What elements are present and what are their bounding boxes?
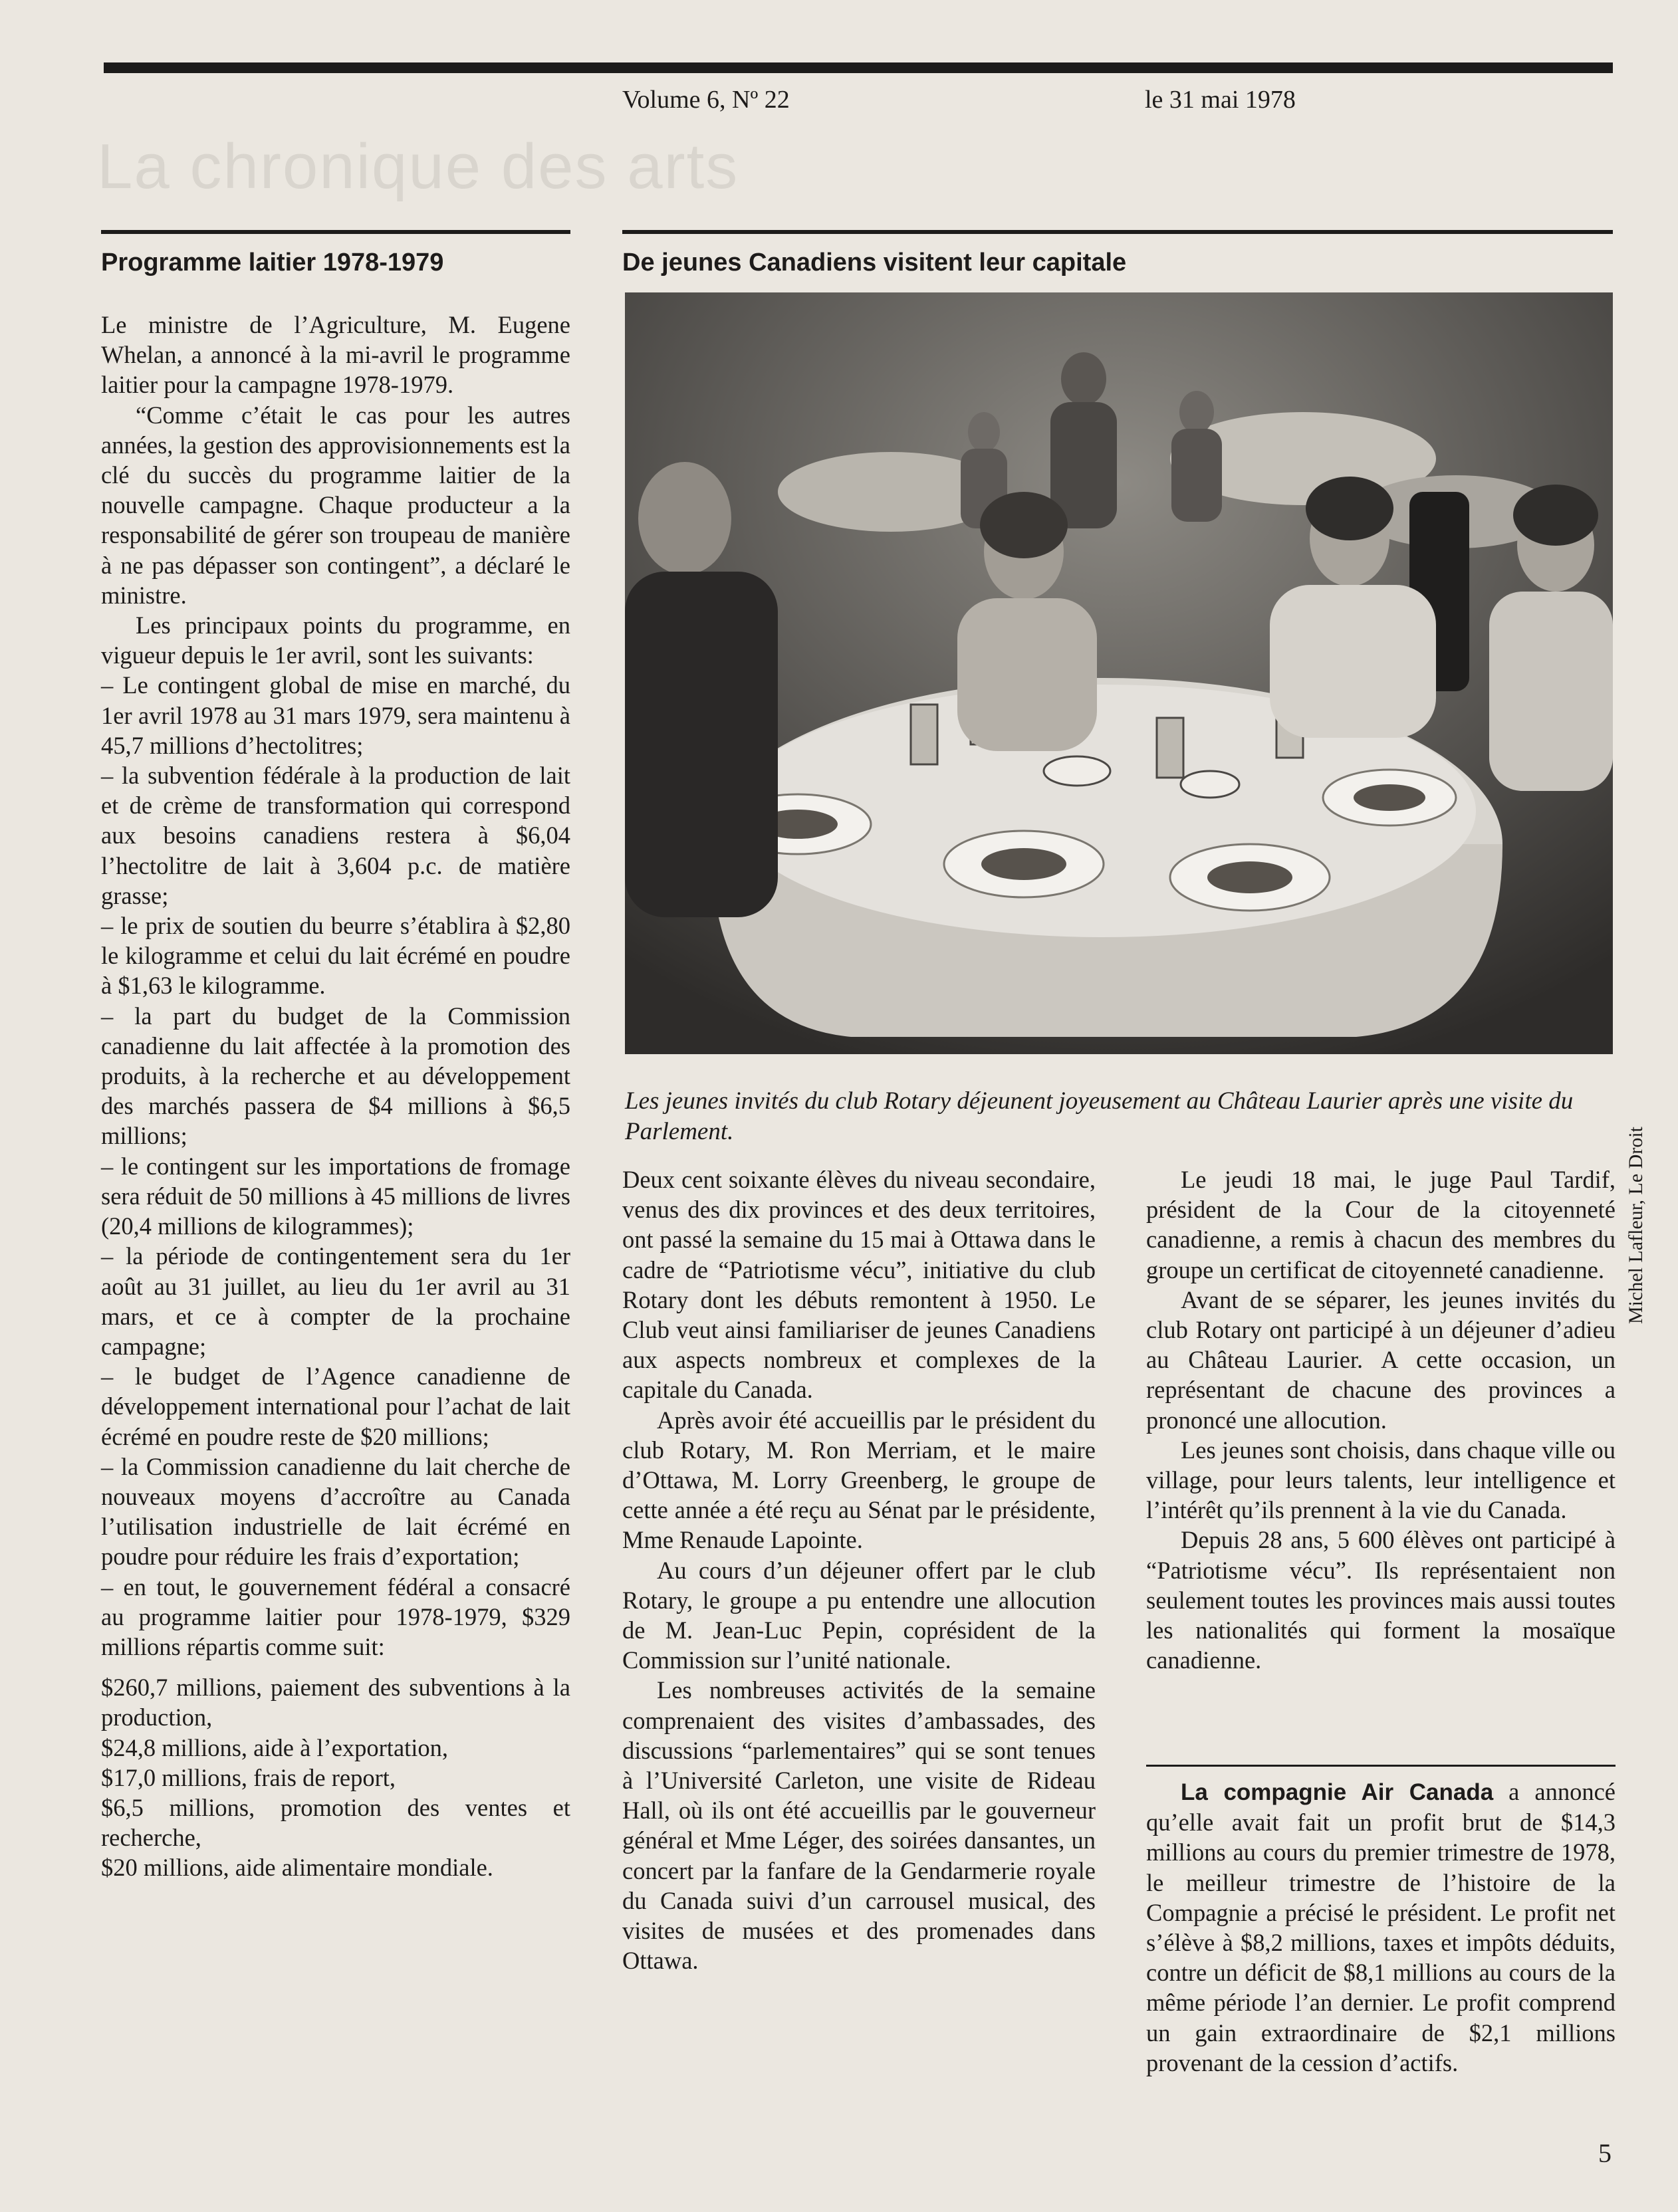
air-canada-rule [1146,1765,1616,1767]
left-article-rule [101,230,570,234]
list-item: – la subvention fédérale à la production de lait et de crème de transformation qui correspond aux besoins canadiens restera à $6,04 l’hectolitre de lait à 3,604 p.c. de matière grasse; [101,762,570,909]
paragraph: Avant de se séparer, les jeunes invités du club Rotary ont participé à un déjeuner d’adieu au Château Laurier. A cette occasion, un représentant de chacune des provinces a prononcé une allocution. [1146,1285,1616,1434]
paragraph: Depuis 28 ans, 5 600 élèves ont participé à “Patriotisme vécu”. Ils représentaient non seulement toutes les provinces mais aussi toutes les nationalités qui forment la mosaïque canadienne. [1146,1526,1616,1674]
list-item: $24,8 millions, aide à l’exportation, [101,1733,449,1761]
air-canada-text: a annoncé qu’elle avait fait un profit brut de $14,3 millions au cours du premier trimestre de 1978, le meilleur trimestre de l’histoire de la Compagnie a précisé le président. Le profit net s’élève à $8,2 millions, taxes et impôts déduits, contre un déficit de $8,1 millions au cours de la même période l’an dernier. Le profit comprend un gain extraordinaire de $2,1 millions provenant de la cession d’actifs. [1146,1778,1616,2076]
photo-credit-text: Michel Lafleur, Le Droit [1625,1126,1647,1324]
list-item: – le contingent sur les importations de fromage sera réduit de 50 millions à 45 millions de livres (20,4 millions de kilogrammes); [101,1152,570,1240]
right-article-column-1 [622,1164,1096,1975]
page-number: 5 [1598,2138,1612,2168]
list-item: – la part du budget de la Commission canadienne du lait affectée à la promotion des produits, à la recherche et au développement des marchés passera de $4 millions à $6,5 millions; [101,1002,570,1150]
list-item: – le prix de soutien du beurre s’établira à $2,80 le kilogramme et celui du lait écrémé en poudre à $1,63 le kilogramme. [101,912,570,1000]
list-item: $17,0 millions, frais de report, [101,1763,396,1791]
air-canada-brief [1146,1777,1616,2078]
list-item: – en tout, le gouvernement fédéral a consacré au programme laitier pour 1978-1979, $329 millions répartis comme suit: [101,1573,570,1660]
right-article-rule [622,230,1613,234]
list-item: $260,7 millions, paiement des subventions à la production, [101,1674,570,1731]
right-article-column-2 [1146,1164,1616,1675]
photo-credit [1619,1085,1646,1324]
left-article-title: Programme laitier 1978-1979 [101,249,444,276]
paragraph: Les principaux points du programme, en vigueur depuis le 1er avril, sont les suivants: [101,611,570,669]
top-rule [104,62,1613,73]
issue-date: le 31 mai 1978 [1145,86,1296,114]
banquet-photo-illustration [625,292,1613,1054]
paragraph: Après avoir été accueillis par le président du club Rotary, M. Ron Merriam, et le maire d’Ottawa, M. Lorry Greenberg, le groupe de cette année a été reçu au Sénat par le présidente, Mme Renaude Lapointe. [622,1406,1096,1554]
air-canada-lead: La compagnie Air Canada [1181,1779,1494,1805]
paragraph: Les nombreuses activités de la semaine comprenaient des visites d’ambassades, des discussions “parlementaires” qui se sont tenues à l’Université Carleton, une visite de Rideau Hall, où ils ont été accueillis par le gouverneur général et Mme Léger, des soirées dansantes, un concert par la fanfare de la Gendarmerie royale du Canada suivi d’un carrousel musical, des visites de musées et des promenades dans Ottawa. [622,1676,1096,1975]
right-article-title: De jeunes Canadiens visitent leur capitale [622,249,1127,276]
bleed-through-title: La chronique des arts [97,131,739,202]
issue-volume: Volume 6, Nº 22 [622,86,790,114]
list-item: – la période de contingentement sera du 1er août au 31 juillet, au lieu du 1er avril au 31 mars, et ce à compter de la prochaine campagne; [101,1242,570,1360]
paragraph: Les jeunes sont choisis, dans chaque ville ou village, pour leurs talents, leur intelligence et l’intérêt qu’ils prennent à la vie du Canada. [1146,1436,1616,1524]
paragraph: Le jeudi 18 mai, le juge Paul Tardif, président de la Cour de la citoyenneté canadienne, a remis à chacun des membres du groupe un certificat de citoyenneté canadienne. [1146,1166,1616,1283]
photo-caption: Les jeunes invités du club Rotary déjeunent joyeusement au Château Laurier après une visite du Parlement. [625,1087,1574,1145]
banquet-photo [625,292,1613,1054]
list-item: – Le contingent global de mise en marché, du 1er avril 1978 au 31 mars 1979, sera maintenu à 45,7 millions d’hectolitres; [101,671,570,759]
left-article-body [101,310,570,1883]
paragraph: Le ministre de l’Agriculture, M. Eugene Whelan, a annoncé à la mi-avril le programme laitier pour la campagne 1978-1979. [101,311,570,399]
paragraph: Au cours d’un déjeuner offert par le club Rotary, le groupe a pu entendre une allocution de M. Jean-Luc Pepin, coprésident de la Commission sur l’unité nationale. [622,1556,1096,1674]
list-item: $20 millions, aide alimentaire mondiale. [101,1854,493,1882]
paragraph: Deux cent soixante élèves du niveau secondaire, venus des dix provinces et des deux territoires, ont passé la semaine du 15 mai à Ottawa dans le cadre de “Patriotisme vécu”, initiative du club Rotary dont les débuts remontent à 1950. Le Club veut ainsi familiariser de jeunes Canadiens aux aspects nombreux et complexes de la capitale du Canada. [622,1166,1096,1404]
list-item: $6,5 millions, promotion des ventes et recherche, [101,1793,570,1852]
list-item: – le budget de l’Agence canadienne de développement international pour l’achat de lait écrémé en poudre reste de $20 millions; [101,1363,570,1450]
list-item: – la Commission canadienne du lait cherche de nouveaux moyens d’accroître au Canada l’utilisation industrielle de lait écrémé en poudre pour réduire les frais d’exportation; [101,1452,570,1571]
paragraph: “Comme c’était le cas pour les autres années, la gestion des approvisionnements est la clé du succès du programme laitier de la nouvelle campagne. Chaque producteur a la responsabilité de gérer son troupeau de manière à ne pas dépasser son contingent”, a déclaré le ministre. [101,401,570,609]
